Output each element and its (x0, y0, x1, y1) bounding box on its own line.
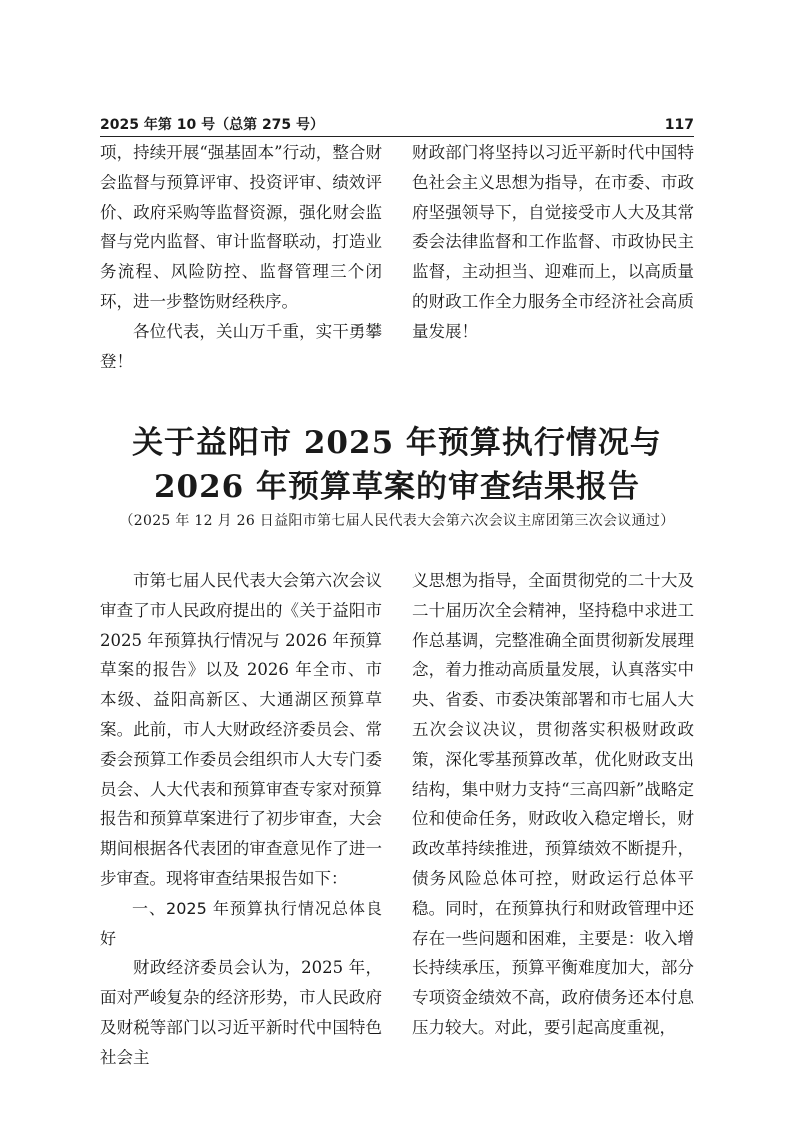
article-title-line2: 2026 年预算草案的审查结果报告 (153, 469, 641, 505)
body-paragraph: 市第七届人民代表大会第六次会议审查了市人民政府提出的《关于益阳市 2025 年预算执行情况与 2026 年预算草案的报告》以及 2026 年全市、市本级、益阳高新区、大通湖区预算草案。此前，市人大财政经济委员会、常委会预算工作委员会组织市人大专门委员会、人大代表和预算审查专家对预算报告和预算草案进行了初步审查，大会期间根据各代表团的审查意见作了进一步审查。现将审查结果报告如下： (100, 571, 382, 888)
top-left-column (100, 138, 382, 376)
closing-line: 各位代表，关山万千重，实干勇攀登！ (100, 321, 382, 371)
issue-number: 2025 年第 10 号（总第 275 号） (100, 117, 325, 133)
page-number: 117 (664, 117, 694, 133)
article-title-line1: 关于益阳市 2025 年预算执行情况与 (132, 425, 662, 461)
continued-paragraph: 财政部门将坚持以习近平新时代中国特色社会主义思想为指导，在市委、市政府坚强领导下，自觉接受市人大及其常委会法律监督和工作监督、市政协民主监督，主动担当、迎难而上，以高质量的财政工作全力服务全市经济社会高质量发展！ (412, 143, 694, 341)
body-paragraph: 财政经济委员会认为，2025 年，面对严峻复杂的经济形势，市人民政府及财税等部门以习近平新时代中国特色社会主 (100, 958, 382, 1067)
body-paragraph: 义思想为指导，全面贯彻党的二十大及二十届历次全会精神，坚持稳中求进工作总基调，完整准确全面贯彻新发展理念，着力推动高质量发展，认真落实中央、省委、市委决策部署和市七届人大五次会议决议，贯彻落实积极财政政策，深化零基预算改革，优化财政支出结构，集中财力支持“三高四新”战略定位和使命任务，财政收入稳定增长，财政改革持续推进，预算绩效不断提升，债务风险总体可控，财政运行总体平稳。同时，在预算执行和财政管理中还存在一些问题和困难，主要是：收入增长持续承压，预算平衡难度加大，部分专项资金绩效不高，政府债务还本付息压力较大。对此，要引起高度重视， (412, 571, 694, 1037)
article-left-column (100, 566, 382, 1073)
continued-paragraph: 项，持续开展“强基固本”行动，整合财会监督与预算评审、投资评审、绩效评价、政府采购等监督资源，强化财会监督与党内监督、审计监督联动，打造业务流程、风险防控、监督管理三个闭环，进一步整饬财经秩序。 (100, 143, 382, 311)
section-heading: 一、2025 年预算执行情况总体良好 (100, 898, 382, 948)
top-right-column (412, 138, 694, 347)
article-subtitle: （2025 年 12 月 26 日益阳市第七届人民代表大会第六次会议主席团第三次会议通过） (119, 513, 675, 529)
article-right-column (412, 566, 694, 1043)
page-header (100, 116, 694, 137)
